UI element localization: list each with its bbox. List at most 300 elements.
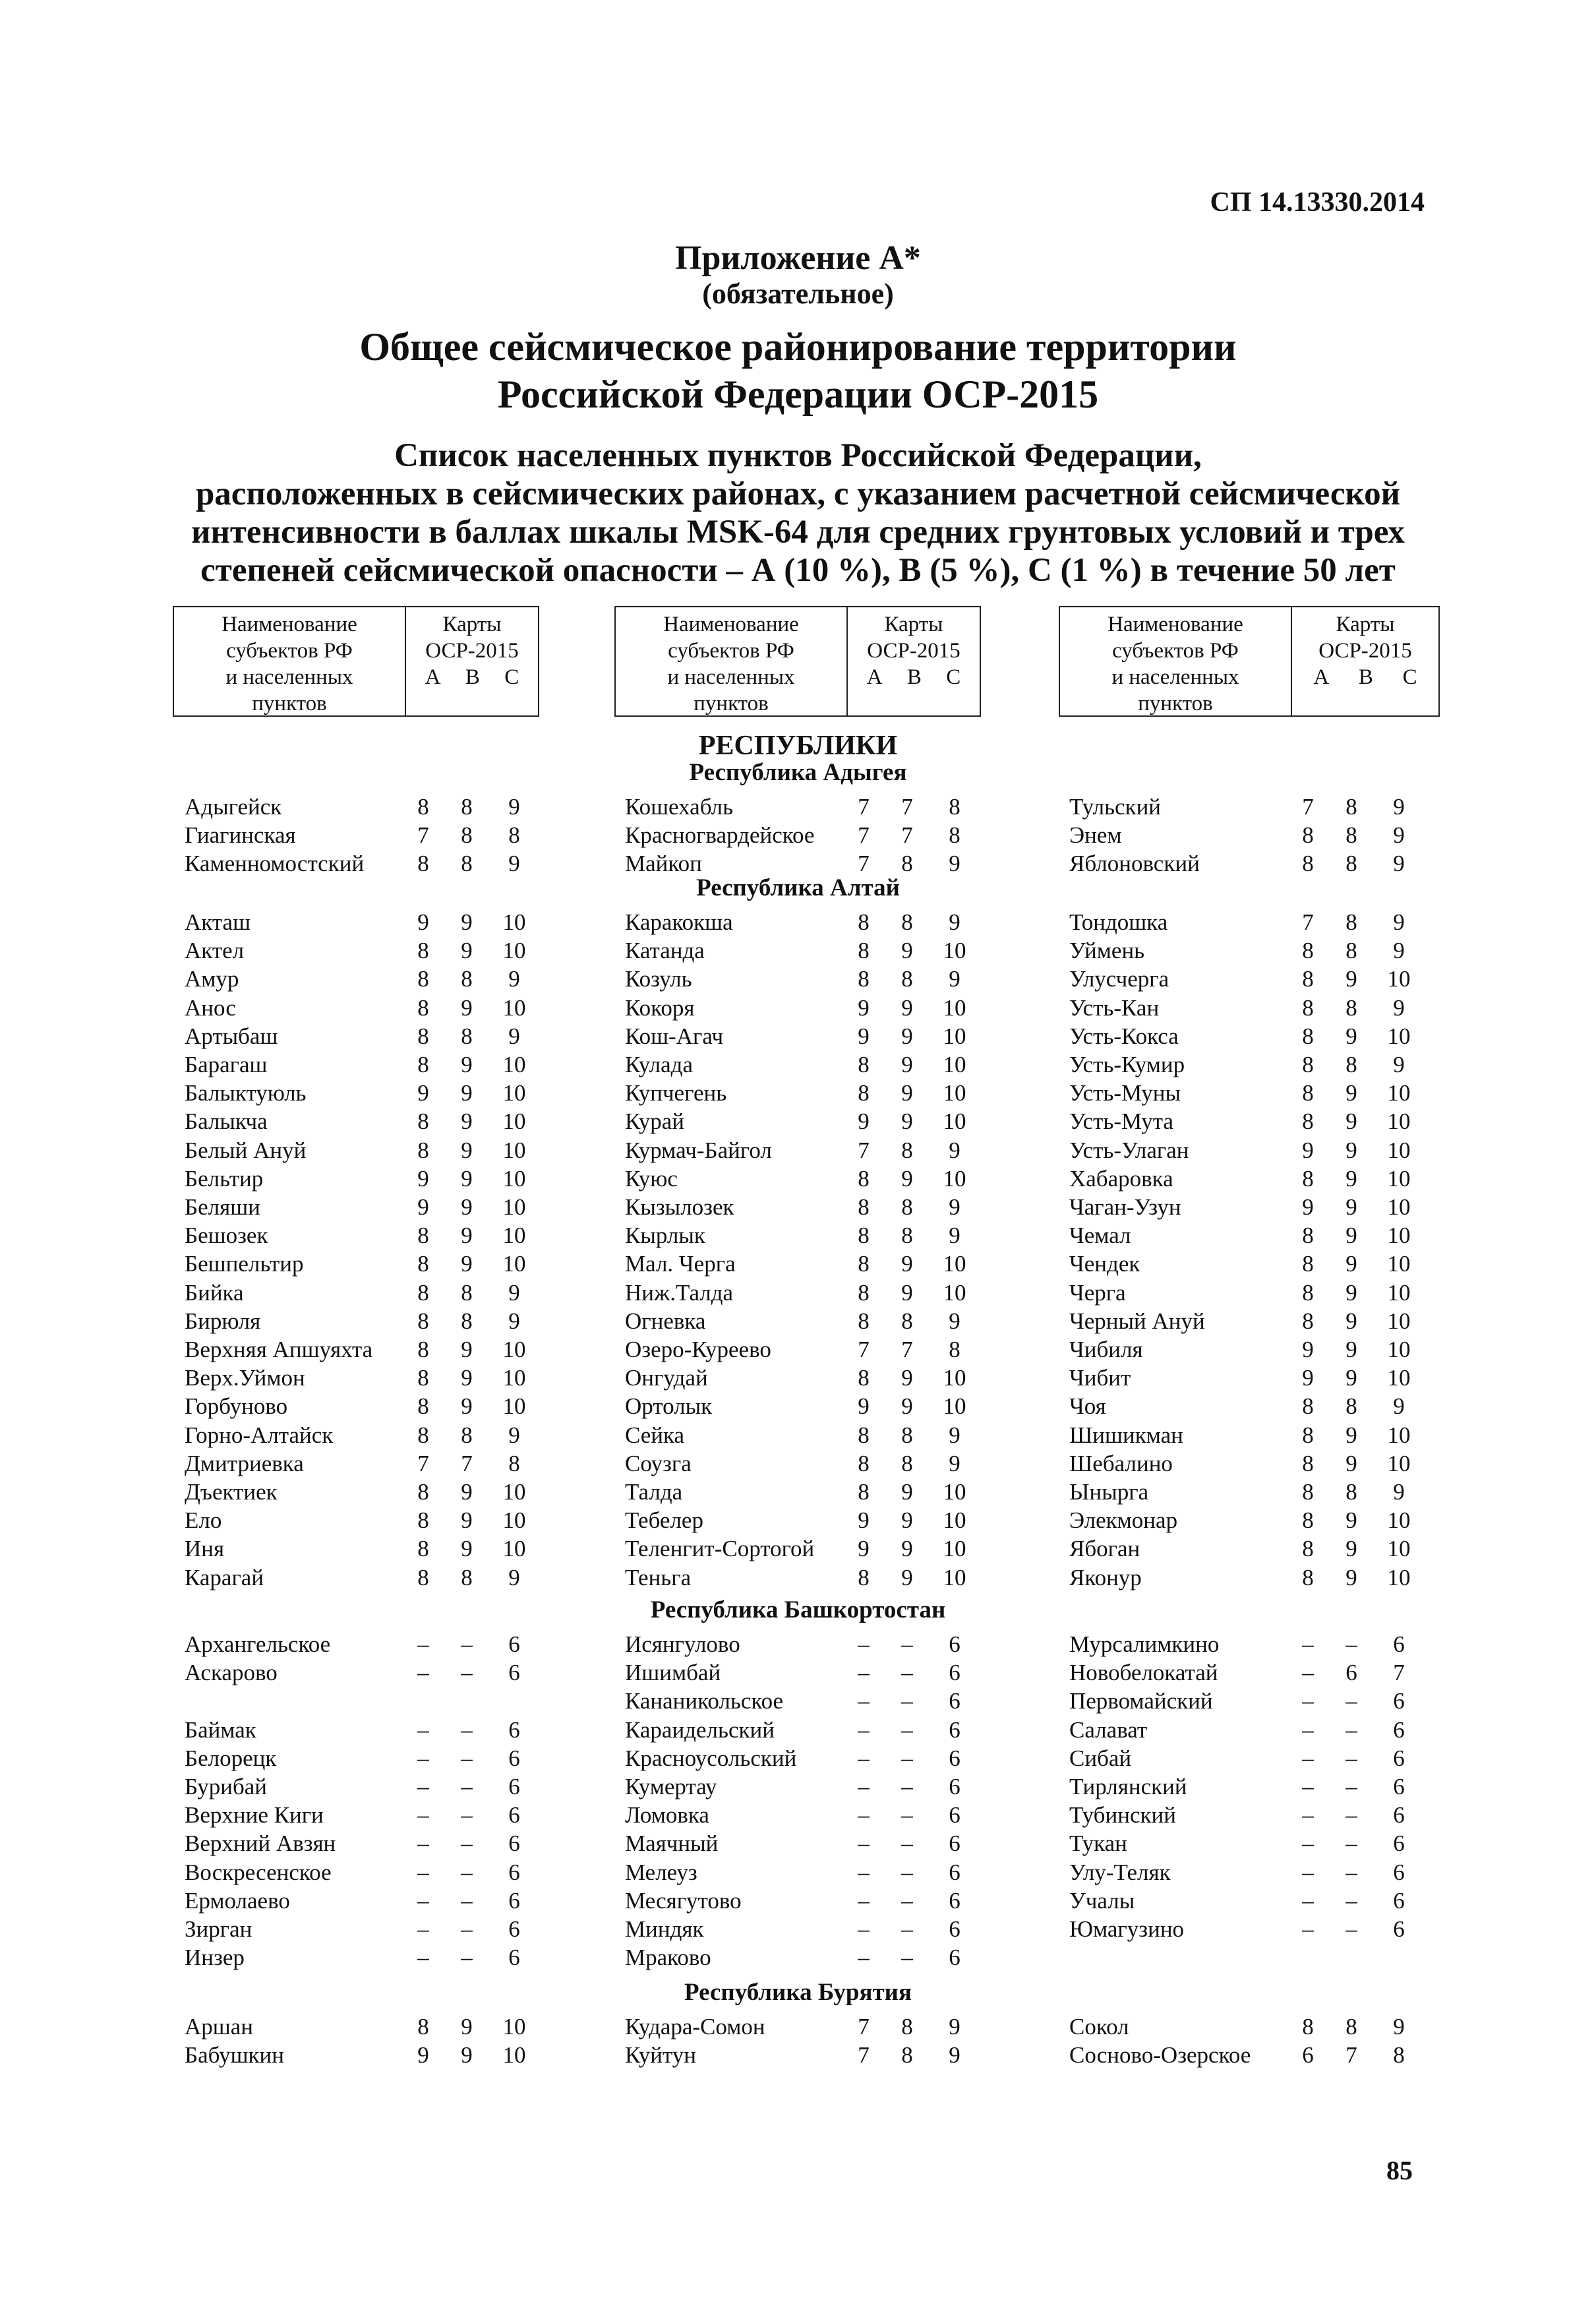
- intensity-a: 9: [858, 1108, 870, 1135]
- table-row: [625, 1829, 994, 1858]
- table-row: [185, 1421, 554, 1449]
- intensity-b: 9: [461, 1393, 473, 1420]
- intensity-a: –: [417, 1802, 429, 1829]
- subtitle-line: степеней сейсмической опасности – А (10 %), В (5 %), С (1 %) в течение 50 лет: [200, 552, 1396, 589]
- table-row: [625, 1307, 994, 1335]
- settlement-name: Бийка: [185, 1279, 244, 1306]
- table-row: [625, 1801, 994, 1829]
- intensity-c: 6: [508, 1945, 520, 1971]
- header-name-line: субъектов РФ: [226, 639, 353, 663]
- intensity-a: –: [417, 1660, 429, 1686]
- intensity-b: 9: [1345, 1194, 1357, 1220]
- settlement-name: Верхний Авзян: [185, 1830, 336, 1857]
- settlement-name: Кокоря: [625, 994, 695, 1021]
- settlement-name: Усть-Кан: [1069, 994, 1160, 1021]
- intensity-b: 9: [901, 1080, 913, 1106]
- table-row: [625, 1506, 994, 1534]
- intensity-b: –: [1345, 1716, 1357, 1743]
- intensity-a: 9: [858, 1507, 870, 1534]
- header-col-a: А: [1313, 665, 1330, 689]
- intensity-a: 7: [858, 2042, 870, 2069]
- table-row: [185, 1136, 554, 1164]
- settlement-name: Исянгулово: [625, 1631, 740, 1657]
- intensity-c: 10: [943, 1507, 966, 1534]
- intensity-b: 8: [1345, 994, 1357, 1021]
- intensity-b: –: [901, 1830, 913, 1857]
- intensity-c: 10: [1387, 1165, 1411, 1192]
- table-row: [1069, 965, 1438, 993]
- intensity-a: 9: [417, 1080, 429, 1106]
- intensity-b: –: [461, 1631, 473, 1657]
- appendix-status: (обязательное): [702, 278, 894, 310]
- intensity-b: –: [461, 1745, 473, 1771]
- intensity-a: 8: [858, 1564, 870, 1590]
- intensity-c: 6: [508, 1660, 520, 1686]
- settlement-name: Баймак: [185, 1716, 256, 1743]
- intensity-b: 9: [461, 2042, 473, 2069]
- settlement-name: Кулада: [625, 1052, 694, 1077]
- settlement-name: Гиагинская: [185, 822, 296, 849]
- intensity-b: –: [1345, 1631, 1357, 1657]
- intensity-c: 10: [502, 1052, 526, 1077]
- intensity-b: 9: [461, 1108, 473, 1135]
- table-row: [625, 1449, 994, 1478]
- intensity-c: 10: [943, 1080, 966, 1106]
- intensity-c: 9: [949, 2014, 961, 2040]
- table-row: [185, 1478, 554, 1506]
- header-name-line: Наименование: [663, 613, 799, 636]
- intensity-c: 9: [949, 1137, 961, 1163]
- intensity-b: –: [1345, 1688, 1357, 1714]
- intensity-a: 8: [417, 1337, 429, 1362]
- intensity-a: 9: [858, 994, 870, 1021]
- intensity-c: 9: [949, 966, 961, 992]
- intensity-b: 6: [1345, 1660, 1357, 1686]
- intensity-a: 9: [1302, 1337, 1314, 1362]
- table-row: [625, 1364, 994, 1392]
- intensity-c: 6: [949, 1631, 961, 1657]
- table-row: [1069, 1193, 1438, 1221]
- settlement-name: Энем: [1069, 822, 1122, 849]
- header-maps-cell: [406, 607, 538, 715]
- intensity-c: 10: [1387, 1422, 1411, 1448]
- settlement-name: Озеро-Куреево: [625, 1337, 771, 1362]
- table-row: [185, 1449, 554, 1478]
- intensity-a: 9: [1302, 1194, 1314, 1220]
- intensity-a: –: [858, 1830, 870, 1857]
- intensity-b: 9: [1345, 1564, 1357, 1590]
- intensity-b: –: [1345, 1830, 1357, 1857]
- settlement-name: Дмитриевка: [185, 1450, 304, 1476]
- intensity-b: 9: [461, 1165, 473, 1192]
- table-row: [1069, 1421, 1438, 1449]
- settlement-name: Чемал: [1069, 1223, 1131, 1249]
- intensity-a: –: [417, 1631, 429, 1657]
- settlement-name: Тондошка: [1069, 909, 1168, 935]
- intensity-a: 7: [417, 822, 429, 849]
- header-maps-cell: [848, 607, 980, 715]
- settlement-name: Чендек: [1069, 1251, 1140, 1277]
- intensity-b: 9: [901, 1052, 913, 1077]
- intensity-b: 9: [461, 1536, 473, 1562]
- table-row: [1069, 2041, 1438, 2069]
- intensity-c: 6: [949, 1945, 961, 1971]
- header-name-line: и населенных: [225, 665, 353, 689]
- intensity-a: 8: [858, 1479, 870, 1505]
- intensity-b: –: [461, 1916, 473, 1942]
- settlement-name: Тубинский: [1069, 1802, 1176, 1829]
- intensity-c: 9: [1393, 909, 1405, 935]
- settlement-name: Огневка: [625, 1308, 706, 1334]
- intensity-a: 9: [858, 1393, 870, 1420]
- header-col-b: В: [1358, 665, 1373, 689]
- intensity-a: –: [858, 1916, 870, 1942]
- header-name-cell: [1060, 607, 1292, 715]
- settlement-name: Черный Ануй: [1069, 1308, 1205, 1334]
- settlement-name: Элекмонар: [1069, 1507, 1178, 1534]
- intensity-a: 9: [1302, 1365, 1314, 1391]
- intensity-c: 10: [502, 1251, 526, 1277]
- intensity-b: –: [1345, 1802, 1357, 1829]
- header-name-line: пунктов: [694, 692, 769, 715]
- table-row: [185, 1050, 554, 1079]
- list-subtitle: [0, 437, 1596, 590]
- intensity-a: –: [858, 1660, 870, 1686]
- intensity-c: 10: [1387, 1337, 1411, 1362]
- intensity-b: –: [461, 1660, 473, 1686]
- header-col-b: В: [906, 665, 922, 689]
- settlement-name: Архангельское: [185, 1631, 331, 1657]
- table-row: [185, 1801, 554, 1829]
- intensity-b: –: [901, 1745, 913, 1771]
- settlement-name: Кудара-Сомон: [625, 2014, 765, 2040]
- settlement-name: Сокол: [1069, 2014, 1129, 2040]
- intensity-a: 8: [1302, 1279, 1314, 1306]
- table-row: [185, 1772, 554, 1801]
- intensity-c: 10: [502, 909, 526, 935]
- settlement-name: Верх.Уймон: [185, 1365, 305, 1391]
- header-name-line: и населенных: [667, 665, 795, 689]
- header-col-c: С: [504, 665, 519, 689]
- intensity-c: 9: [508, 851, 520, 877]
- settlement-name: Ниж.Талда: [625, 1279, 734, 1306]
- header-name-line: Наименование: [1108, 613, 1243, 636]
- intensity-c: 6: [508, 1802, 520, 1829]
- table-row: [1069, 1164, 1438, 1193]
- settlement-name: Черга: [1069, 1279, 1126, 1306]
- table-row: [625, 1335, 994, 1364]
- settlement-name: Белорецк: [185, 1745, 277, 1771]
- table-row: [185, 1915, 554, 1943]
- table-row: [185, 1250, 554, 1278]
- intensity-a: 8: [1302, 994, 1314, 1021]
- intensity-c: 9: [949, 1194, 961, 1220]
- header-col-a: А: [425, 665, 441, 689]
- table-row: [185, 1335, 554, 1364]
- table-row: [185, 1887, 554, 1915]
- table-row: [1069, 1506, 1438, 1534]
- settlement-name: Усть-Муны: [1069, 1080, 1181, 1106]
- table-row: [185, 1687, 554, 1715]
- intensity-b: –: [461, 1802, 473, 1829]
- intensity-c: 9: [508, 1564, 520, 1590]
- intensity-a: 8: [1302, 1507, 1314, 1534]
- header-maps-cell: [1292, 607, 1438, 715]
- header-name-cell: [174, 607, 406, 715]
- intensity-b: 9: [461, 1479, 473, 1505]
- settlement-name: Майкоп: [625, 851, 702, 877]
- settlement-name: Верхние Киги: [185, 1802, 324, 1829]
- settlement-name: Иня: [185, 1536, 225, 1562]
- intensity-a: 8: [417, 1108, 429, 1135]
- table-row: [625, 2041, 994, 2069]
- settlement-name: Куюс: [625, 1165, 678, 1192]
- intensity-b: 9: [1345, 1450, 1357, 1476]
- intensity-a: 7: [1302, 909, 1314, 935]
- intensity-c: 10: [943, 1365, 966, 1391]
- intensity-b: 8: [461, 1564, 473, 1590]
- intensity-a: 8: [1302, 966, 1314, 992]
- table-row: [625, 1164, 994, 1193]
- intensity-b: –: [901, 1660, 913, 1686]
- intensity-c: 10: [1387, 1023, 1411, 1049]
- table-row: [1069, 994, 1438, 1022]
- intensity-c: 10: [502, 938, 526, 964]
- intensity-b: 9: [1345, 1536, 1357, 1562]
- intensity-c: 9: [1393, 822, 1405, 849]
- settlement-name: Ермолаево: [185, 1887, 290, 1914]
- intensity-c: 6: [949, 1859, 961, 1885]
- intensity-a: 8: [417, 1507, 429, 1534]
- intensity-c: 7: [1393, 1660, 1405, 1686]
- intensity-b: 8: [461, 822, 473, 849]
- intensity-b: –: [1345, 1774, 1357, 1799]
- table-row: [625, 1772, 994, 1801]
- intensity-a: 7: [417, 1450, 429, 1476]
- intensity-a: –: [1302, 1716, 1314, 1743]
- intensity-c: 10: [502, 1165, 526, 1192]
- intensity-a: 8: [1302, 1479, 1314, 1505]
- intensity-b: –: [901, 1945, 913, 1971]
- settlement-name: Онгудай: [625, 1365, 708, 1391]
- intensity-a: 9: [858, 1023, 870, 1049]
- table-row: [625, 1392, 994, 1420]
- intensity-c: 6: [1393, 1716, 1405, 1743]
- page-number: 85: [1386, 2156, 1413, 2185]
- settlement-name: Ишимбай: [625, 1660, 721, 1686]
- settlement-name: Сосново-Озерское: [1069, 2042, 1251, 2069]
- intensity-b: 8: [461, 966, 473, 992]
- intensity-c: 9: [508, 1422, 520, 1448]
- intensity-a: –: [417, 1945, 429, 1971]
- intensity-a: 8: [1302, 1450, 1314, 1476]
- intensity-c: 6: [1393, 1916, 1405, 1942]
- table-row: [625, 793, 994, 821]
- intensity-c: 10: [943, 938, 966, 964]
- intensity-b: 8: [1345, 1479, 1357, 1505]
- intensity-a: –: [858, 1859, 870, 1885]
- intensity-c: 9: [949, 909, 961, 935]
- header-maps-line: Карты: [442, 613, 502, 636]
- table-row: [625, 1221, 994, 1250]
- intensity-b: 9: [461, 2014, 473, 2040]
- document-number: СП 14.13330.2014: [1210, 187, 1425, 218]
- intensity-b: 8: [901, 1450, 913, 1476]
- settlement-name: Учалы: [1069, 1887, 1135, 1914]
- settlement-name: Чибит: [1069, 1365, 1131, 1391]
- settlement-name: Красноусольский: [625, 1745, 797, 1771]
- settlement-name: Улусчерга: [1069, 966, 1169, 992]
- table-row: [185, 1107, 554, 1135]
- intensity-c: 10: [943, 1536, 966, 1562]
- settlement-name: Яконур: [1069, 1564, 1142, 1590]
- intensity-a: 7: [858, 2014, 870, 2040]
- intensity-a: 8: [858, 1080, 870, 1106]
- settlement-name: Хабаровка: [1069, 1165, 1173, 1192]
- intensity-b: –: [1345, 1859, 1357, 1885]
- intensity-b: 8: [901, 2042, 913, 2069]
- settlement-name: Чаган-Узун: [1069, 1194, 1181, 1220]
- settlement-name: Курмач-Байгол: [625, 1137, 772, 1163]
- intensity-c: 6: [949, 1802, 961, 1829]
- intensity-a: 8: [417, 966, 429, 992]
- table-row: [185, 821, 554, 849]
- table-row: [1069, 1915, 1438, 1943]
- table-row: [1069, 1307, 1438, 1335]
- settlement-name: Ортолык: [625, 1393, 713, 1420]
- intensity-b: 8: [1345, 822, 1357, 849]
- table-row: [625, 1022, 994, 1050]
- intensity-c: 9: [949, 2042, 961, 2069]
- intensity-b: 9: [461, 1137, 473, 1163]
- intensity-a: 8: [858, 938, 870, 964]
- intensity-c: 10: [502, 1223, 526, 1249]
- table-row: [1069, 821, 1438, 849]
- header-col-c: С: [1402, 665, 1417, 689]
- intensity-c: 6: [508, 1631, 520, 1657]
- intensity-b: 9: [461, 1365, 473, 1391]
- title-line: Российской Федерации ОСР-2015: [497, 373, 1099, 416]
- table-row: [625, 1887, 994, 1915]
- table-row: [1069, 908, 1438, 936]
- settlement-name: Красногвардейское: [625, 822, 815, 849]
- header-maps-line: ОСР-2015: [1318, 639, 1412, 663]
- intensity-b: 8: [461, 794, 473, 820]
- intensity-b: 9: [461, 1337, 473, 1362]
- settlement-name: Усть-Мута: [1069, 1108, 1174, 1135]
- table-row: [625, 1136, 994, 1164]
- intensity-c: 9: [1393, 851, 1405, 877]
- settlement-name: Белый Ануй: [185, 1137, 307, 1163]
- intensity-a: –: [417, 1916, 429, 1942]
- intensity-b: –: [461, 1945, 473, 1971]
- intensity-c: 6: [1393, 1859, 1405, 1885]
- intensity-b: 9: [901, 1165, 913, 1192]
- intensity-c: 10: [943, 1165, 966, 1192]
- intensity-c: 10: [1387, 1507, 1411, 1534]
- intensity-c: 9: [949, 1308, 961, 1334]
- table-row: [185, 2012, 554, 2041]
- intensity-c: 6: [949, 1774, 961, 1799]
- settlement-name: Актел: [185, 938, 245, 964]
- table-row: [625, 1534, 994, 1563]
- section-title: РЕСПУБЛИКИ: [698, 731, 898, 761]
- intensity-c: 9: [1393, 2014, 1405, 2040]
- intensity-c: 6: [508, 1774, 520, 1799]
- header-columns: [406, 664, 538, 690]
- intensity-b: 9: [1345, 1507, 1357, 1534]
- intensity-c: 6: [1393, 1745, 1405, 1771]
- intensity-c: 10: [1387, 1137, 1411, 1163]
- intensity-c: 9: [949, 851, 961, 877]
- intensity-a: 8: [1302, 851, 1314, 877]
- table-row: [625, 2012, 994, 2041]
- intensity-a: –: [858, 1745, 870, 1771]
- intensity-b: 8: [1345, 851, 1357, 877]
- table-row: [1069, 793, 1438, 821]
- intensity-b: 9: [461, 1052, 473, 1077]
- intensity-b: 9: [461, 1194, 473, 1220]
- settlement-name: Бешозек: [185, 1223, 268, 1249]
- intensity-a: 8: [1302, 1165, 1314, 1192]
- intensity-b: 7: [901, 794, 913, 820]
- table-row: [1069, 1250, 1438, 1278]
- intensity-c: 10: [1387, 1450, 1411, 1476]
- table-row: [625, 821, 994, 849]
- intensity-a: –: [1302, 1774, 1314, 1799]
- intensity-b: –: [461, 1859, 473, 1885]
- intensity-b: 9: [461, 1080, 473, 1106]
- intensity-c: 6: [1393, 1688, 1405, 1714]
- intensity-c: 10: [1387, 1564, 1411, 1590]
- intensity-c: 9: [949, 1422, 961, 1448]
- intensity-a: 9: [858, 1536, 870, 1562]
- settlement-name: Курай: [625, 1108, 684, 1135]
- settlement-name: Месягутово: [625, 1887, 742, 1914]
- header-columns: [1292, 664, 1438, 690]
- table-row: [1069, 1022, 1438, 1050]
- settlement-name: Сейка: [625, 1422, 685, 1448]
- intensity-c: 8: [949, 822, 961, 849]
- settlement-name: Тукан: [1069, 1830, 1127, 1857]
- intensity-c: 9: [508, 1279, 520, 1306]
- intensity-a: 8: [417, 1308, 429, 1334]
- settlement-name: Акташ: [185, 909, 251, 935]
- intensity-b: 9: [461, 1223, 473, 1249]
- table-row: [625, 1478, 994, 1506]
- intensity-a: 7: [858, 1337, 870, 1362]
- intensity-b: 8: [901, 1422, 913, 1448]
- intensity-b: 9: [901, 938, 913, 964]
- intensity-b: 8: [1345, 1393, 1357, 1420]
- settlement-name: Горно-Алтайск: [185, 1422, 334, 1448]
- intensity-b: –: [901, 1887, 913, 1914]
- table-row: [625, 936, 994, 965]
- intensity-b: –: [461, 1830, 473, 1857]
- intensity-c: 10: [502, 1393, 526, 1420]
- table-row: [1069, 1107, 1438, 1135]
- intensity-c: 9: [949, 1223, 961, 1249]
- intensity-b: 9: [1345, 1422, 1357, 1448]
- settlement-name: Верхняя Апшуяхта: [185, 1337, 373, 1362]
- settlement-name: Мурсалимкино: [1069, 1631, 1220, 1657]
- intensity-c: 10: [502, 1536, 526, 1562]
- table-row: [1069, 1563, 1438, 1592]
- intensity-c: 10: [943, 1251, 966, 1277]
- intensity-a: –: [1302, 1688, 1314, 1714]
- intensity-a: 8: [417, 938, 429, 964]
- table-row: [185, 1858, 554, 1887]
